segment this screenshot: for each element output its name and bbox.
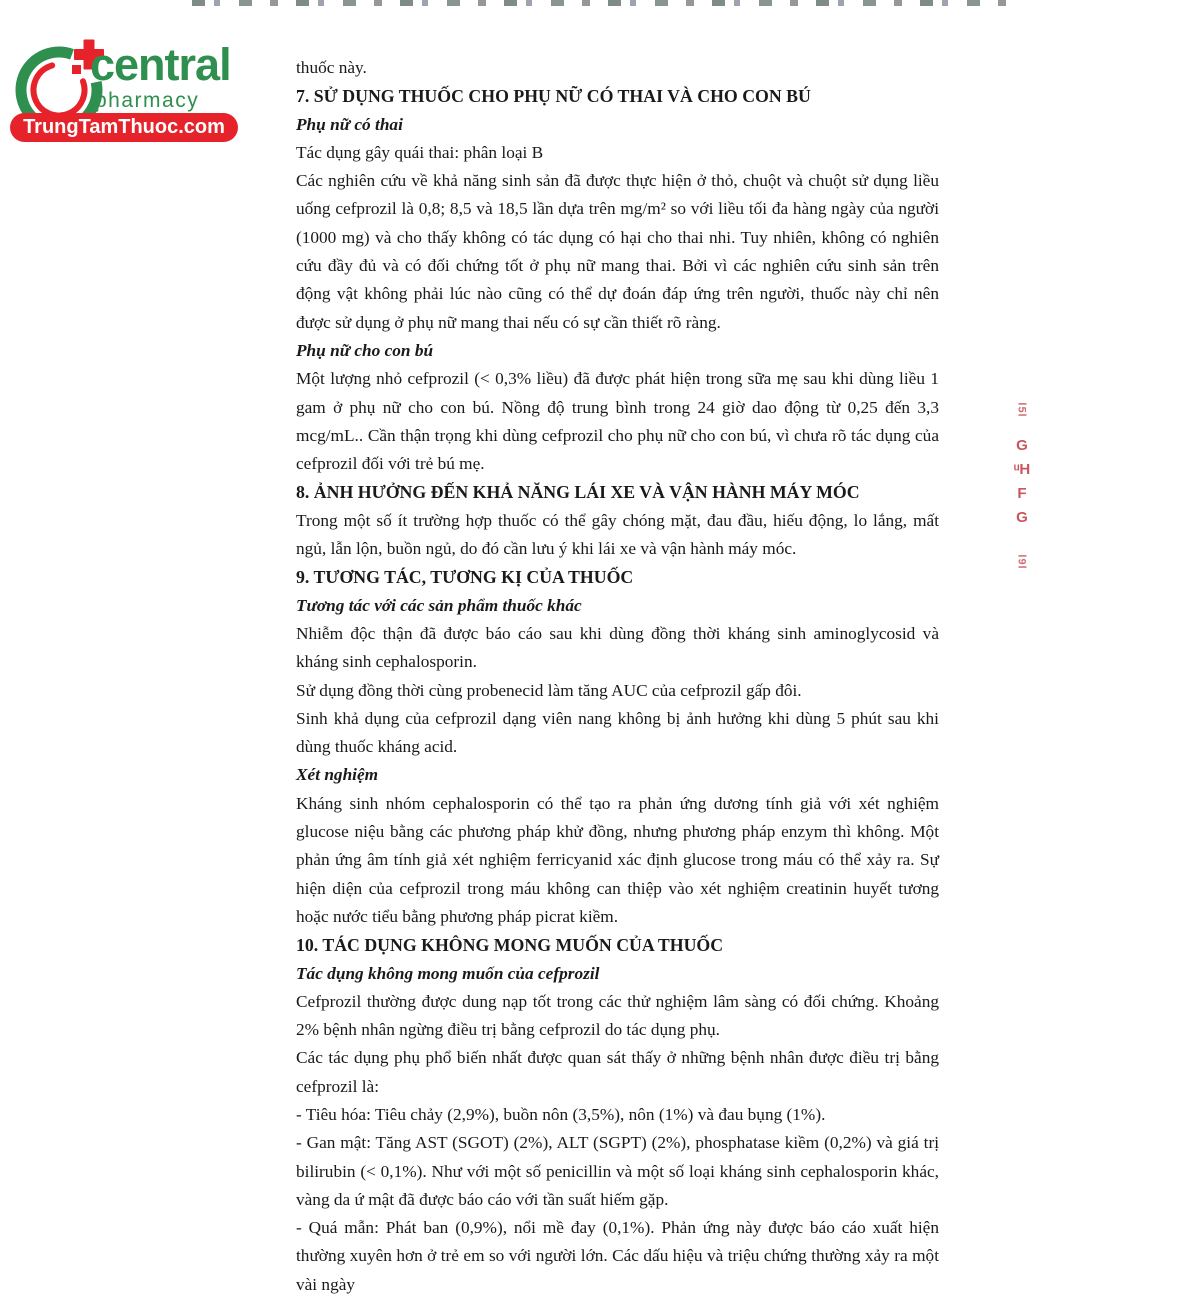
paragraph: Nhiễm độc thận đã được báo cáo sau khi dùng đồng thời kháng sinh aminoglycosid và kháng sinh cephalosporin. xyxy=(296,623,939,672)
paragraph: Kháng sinh nhóm cephalosporin có thể tạo ra phản ứng dương tính giả với xét nghiệm glucose niệu bằng các phương pháp khử đồng, nhưng phương pháp enzym thì không. Một phản ứng âm tính giả xét nghiệm ferricyanid xác định glucose trong máu có thể xảy ra. Sự hiện diện của cefprozil trong máu không can thiệp vào xét nghiệm creatinin huyết tương hoặc nước tiểu bằng phương pháp picrat kiềm. xyxy=(296,793,939,926)
sub-heading: Phụ nữ cho con bú xyxy=(296,340,434,360)
stamp-glyph: F xyxy=(1017,485,1027,502)
paragraph: Các tác dụng phụ phổ biến nhất được quan sát thấy ở những bệnh nhân được điều trị bằng cefprozil là: xyxy=(296,1048,939,1096)
paragraph: - Quá mẫn: Phát ban (0,9%), nổi mề đay (0,1%). Phản ứng này được báo cáo xuất hiện thường xuyên hơn ở trẻ em so với người lớn. Các dấu hiệu và triệu chứng thường xảy ra một vài ngày xyxy=(296,1218,939,1294)
paragraph: Cefprozil thường được dung nạp tốt trong các thử nghiệm lâm sàng có đối chứng. Khoảng 2% bệnh nhân ngừng điều trị bằng cefprozil do tác dụng phụ. xyxy=(296,991,939,1040)
paragraph: Các nghiên cứu về khả năng sinh sản đã được thực hiện ở thỏ, chuột và chuột sử dụng liều uống cefprozil là 0,8; 8,5 và 18,5 lần dựa trên mg/m² so với liều tối đa hàng ngày của người (1000 mg) và cho thấy không có tác dụng có hại cho thai nhi. Tuy nhiên, không có nghiên cứu đầy đủ và có đối chứng tốt ở phụ nữ mang thai. Bởi vì các nghiên cứu sinh sản trên động vật không phải lúc nào cũng có thể dự đoán đáp ứng trên người, thuốc này chỉ nên được sử dụng ở phụ nữ mang thai nếu có sự cần thiết rõ ràng. xyxy=(296,171,939,332)
stamp-glyph: l9l xyxy=(1015,554,1028,570)
section-heading: 8. ẢNH HƯỞNG ĐẾN KHẢ NĂNG LÁI XE VÀ VẬN HÀNH MÁY MÓC xyxy=(296,482,860,503)
red-registration-stamp xyxy=(1002,400,1042,572)
paragraph: - Gan mật: Tăng AST (SGOT) (2%), ALT (SGPT) (2%), phosphatase kiềm (0,2%) và giá trị bilirubin (< 0,1%). Như với một số penicillin và một số loại kháng sinh cephalosporin khác, vàng da ứ mật đã được báo cáo với tần suất hiếm gặp. xyxy=(296,1133,939,1209)
paragraph: thuốc này. xyxy=(296,58,367,77)
section-heading: 10. TÁC DỤNG KHÔNG MONG MUỐN CỦA THUỐC xyxy=(296,935,724,956)
page-top-scan-artifact xyxy=(192,0,1010,6)
sub-heading: Phụ nữ có thai xyxy=(296,114,403,134)
paragraph: Một lượng nhỏ cefprozil (< 0,3% liều) đã được phát hiện trong sữa mẹ sau khi dùng liều 1 gam ở phụ nữ cho con bú. Nồng độ trung bình trong 24 giờ dao động từ 0,25 đến 3,3 mcg/mL.. Cần thận trọng khi dùng cefprozil cho phụ nữ cho con bú, vì chưa rõ tác dụng của cefprozil đối với trẻ bú mẹ. xyxy=(296,369,939,474)
paragraph: Tác dụng gây quái thai: phân loại B xyxy=(296,142,544,162)
paragraph: Sinh khả dụng của cefprozil dạng viên nang không bị ảnh hưởng khi dùng 5 phút sau khi dùng thuốc kháng acid. xyxy=(296,708,939,757)
paragraph: Trong một số ít trường hợp thuốc có thể gây chóng mặt, đau đầu, hiếu động, lo lắng, mất ngủ, lẫn lộn, buồn ngủ, do đó cần lưu ý khi lái xe và vận hành máy móc. xyxy=(296,510,939,559)
stamp-glyph: ᵘH xyxy=(1013,461,1031,478)
sub-heading: Tương tác với các sản phẩm thuốc khác xyxy=(296,595,582,615)
logo-brand-text: central xyxy=(90,39,231,90)
stamp-glyph: G xyxy=(1016,437,1028,454)
section-heading: 7. SỬ DỤNG THUỐC CHO PHỤ NỮ CÓ THAI VÀ CHO CON BÚ xyxy=(296,86,811,107)
paragraph: Sử dụng đồng thời cùng probenecid làm tăng AUC của cefprozil gấp đôi. xyxy=(296,680,802,700)
stamp-glyph: l5l xyxy=(1015,402,1028,418)
sub-heading: Xét nghiệm xyxy=(296,765,379,785)
logo-subtitle-text: pharmacy xyxy=(95,89,200,112)
sub-heading: Tác dụng không mong muốn của cefprozil xyxy=(296,963,600,983)
paragraph: - Tiêu hóa: Tiêu chảy (2,9%), buồn nôn (3,5%), nôn (1%) và đau bụng (1%). xyxy=(296,1104,826,1124)
logo-website-badge[interactable]: TrungTamThuoc.com xyxy=(10,113,238,142)
section-heading: 9. TƯƠNG TÁC, TƯƠNG KỊ CỦA THUỐC xyxy=(296,567,634,588)
stamp-glyph: G xyxy=(1016,509,1028,526)
document-text-column xyxy=(296,54,939,1299)
